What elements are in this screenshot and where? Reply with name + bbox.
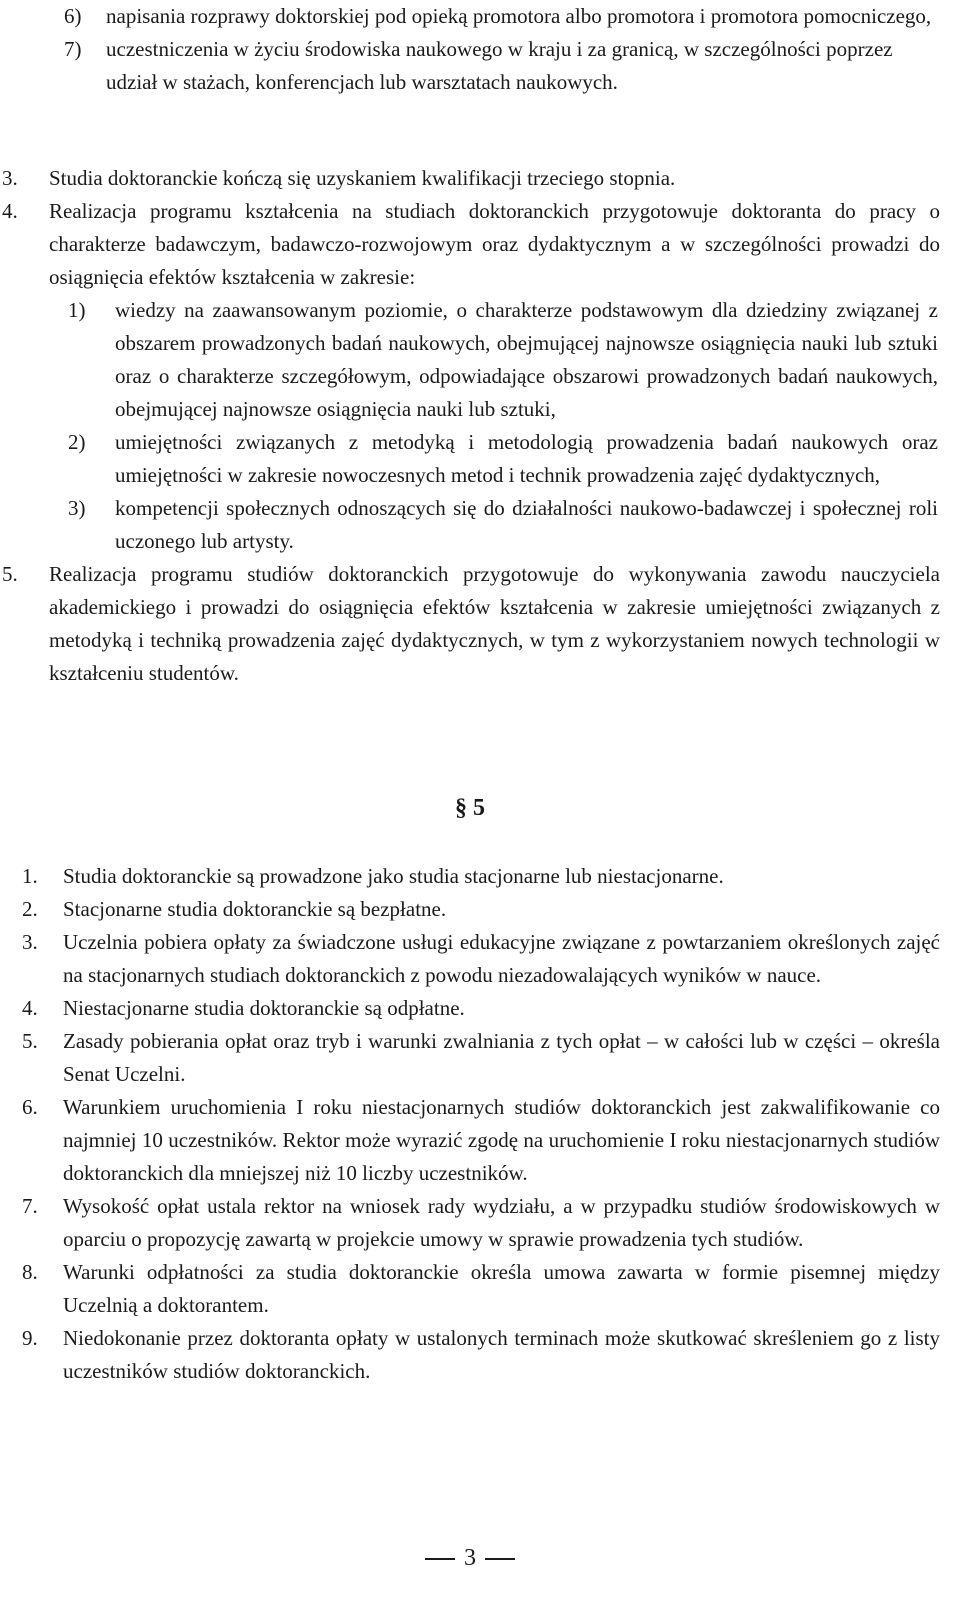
sub-list-item — [66, 492, 938, 558]
item-number: 3. — [22, 930, 38, 954]
item-text: Studia doktoranckie są prowadzone jako studia stacjonarne lub niestacjonarne. — [63, 864, 724, 888]
numbered-list — [0, 162, 940, 690]
sub-item-text: umiejętności związanych z metodyką i metodologią prowadzenia badań naukowych oraz umiejętności w zakresie nowoczesnych metod i technik prowadzenia zajęć dydaktycznych, — [115, 430, 938, 487]
item-text: Warunkiem uruchomienia I roku niestacjonarnych studiów doktoranckich jest zakwalifikowanie co najmniej 10 uczestników. Rektor może wyrazić zgodę na uruchomienie I roku niestacjonarnych studiów doktoranckich dla mniejszej niż 10 liczby uczestników. — [63, 1095, 940, 1185]
list-item — [22, 992, 940, 1025]
list-item — [22, 926, 940, 992]
section-heading: § 5 — [455, 795, 485, 821]
sub-item-number: 3) — [68, 496, 86, 520]
list-item — [64, 0, 942, 33]
list-item — [22, 1190, 940, 1256]
item-text: Realizacja programu studiów doktoranckich przygotowuje do wykonywania zawodu nauczyciela akademickiego i prowadzi do osiągnięcia efektów kształcenia w zakresie umiejętności związanych z metodyką i techniką prowadzenia zajęć dydaktycznych, w tym z wykorzystaniem nowych technologii w kształceniu studentów. — [49, 562, 940, 685]
list-item — [22, 1091, 940, 1190]
item-number: 7) — [64, 37, 82, 61]
continued-list — [64, 0, 942, 99]
item-number: 7. — [22, 1194, 38, 1218]
sub-item-number: 2) — [68, 430, 86, 454]
list-item — [0, 162, 940, 195]
list-item — [22, 1322, 940, 1388]
list-item — [22, 1256, 940, 1322]
list-item — [22, 893, 940, 926]
item-text: Zasady pobierania opłat oraz tryb i warunki zwalniania z tych opłat – w całości lub w części – określa Senat Uczelni. — [63, 1029, 940, 1086]
list-item — [64, 33, 942, 99]
sub-list-item — [66, 426, 938, 492]
item-text: Stacjonarne studia doktoranckie są bezpłatne. — [63, 897, 447, 921]
sub-item-number: 1) — [68, 298, 86, 322]
list-item — [22, 1025, 940, 1091]
item-number: 6. — [22, 1095, 38, 1119]
sub-item-text: wiedzy na zaawansowanym poziomie, o charakterze podstawowym dla dziedziny związanej z obszarem prowadzonych badań naukowych, obejmującej najnowsze osiągnięcia nauki lub sztuki oraz o charakterze szczegółowym, odpowiadające obszarowi prowadzonych badań naukowych, obejmującej najnowsze osiągnięcia nauki lub sztuki, — [115, 298, 938, 421]
item-text: Realizacja programu kształcenia na studiach doktoranckich przygotowuje doktoranta do pracy o charakterze badawczym, badawczo-rozwojowym oraz dydaktycznym a w szczególności prowadzi do osiągnięcia efektów kształcenia w zakresie: — [49, 199, 940, 289]
sub-list-item — [66, 294, 938, 426]
page-footer — [0, 1542, 940, 1575]
footer-dash-left — [425, 1558, 455, 1560]
item-number: 8. — [22, 1260, 38, 1284]
item-number: 9. — [22, 1326, 38, 1350]
item-text: napisania rozprawy doktorskiej pod opieką promotora albo promotora i promotora pomocniczego, — [106, 4, 932, 28]
item-number: 1. — [22, 864, 38, 888]
item-text: Warunki odpłatności za studia doktoranckie określa umowa zawarta w formie pisemnej między Uczelnią a doktorantem. — [63, 1260, 940, 1317]
item-number: 6) — [64, 4, 82, 28]
item-text: uczestniczenia w życiu środowiska naukowego w kraju i za granicą, w szczególności poprzez udział w stażach, konferencjach lub warsztatach naukowych. — [106, 37, 893, 94]
sub-list — [66, 294, 938, 558]
item-text: Niedokonanie przez doktoranta opłaty w ustalonych terminach może skutkować skreśleniem go z listy uczestników studiów doktoranckich. — [63, 1326, 940, 1383]
footer-dash-right — [485, 1558, 515, 1560]
list-item — [22, 860, 940, 893]
item-number: 2. — [22, 897, 38, 921]
item-text: Wysokość opłat ustala rektor na wniosek rady wydziału, a w przypadku studiów środowiskowych w oparciu o propozycję zawartą w projekcie umowy w sprawie prowadzenia tych studiów. — [63, 1194, 940, 1251]
item-number: 5. — [22, 1029, 38, 1053]
item-text: Studia doktoranckie kończą się uzyskaniem kwalifikacji trzeciego stopnia. — [49, 166, 676, 190]
item-text: Niestacjonarne studia doktoranckie są odpłatne. — [63, 996, 465, 1020]
item-number: 4. — [22, 996, 38, 1020]
list-item — [0, 558, 940, 690]
item-number: 5. — [2, 562, 18, 586]
item-number: 3. — [2, 166, 18, 190]
item-text: Uczelnia pobiera opłaty za świadczone usługi edukacyjne związane z powtarzaniem określonych zajęć na stacjonarnych studiach doktoranckich z powodu niezadowalających wyników w nauce. — [63, 930, 940, 987]
sub-item-text: kompetencji społecznych odnoszących się do działalności naukowo-badawczej i społecznej roli uczonego lub artysty. — [115, 496, 938, 553]
numbered-list-section-5 — [22, 860, 940, 1388]
list-item — [0, 195, 940, 294]
page-number: 3 — [464, 1545, 476, 1571]
item-number: 4. — [2, 199, 18, 223]
